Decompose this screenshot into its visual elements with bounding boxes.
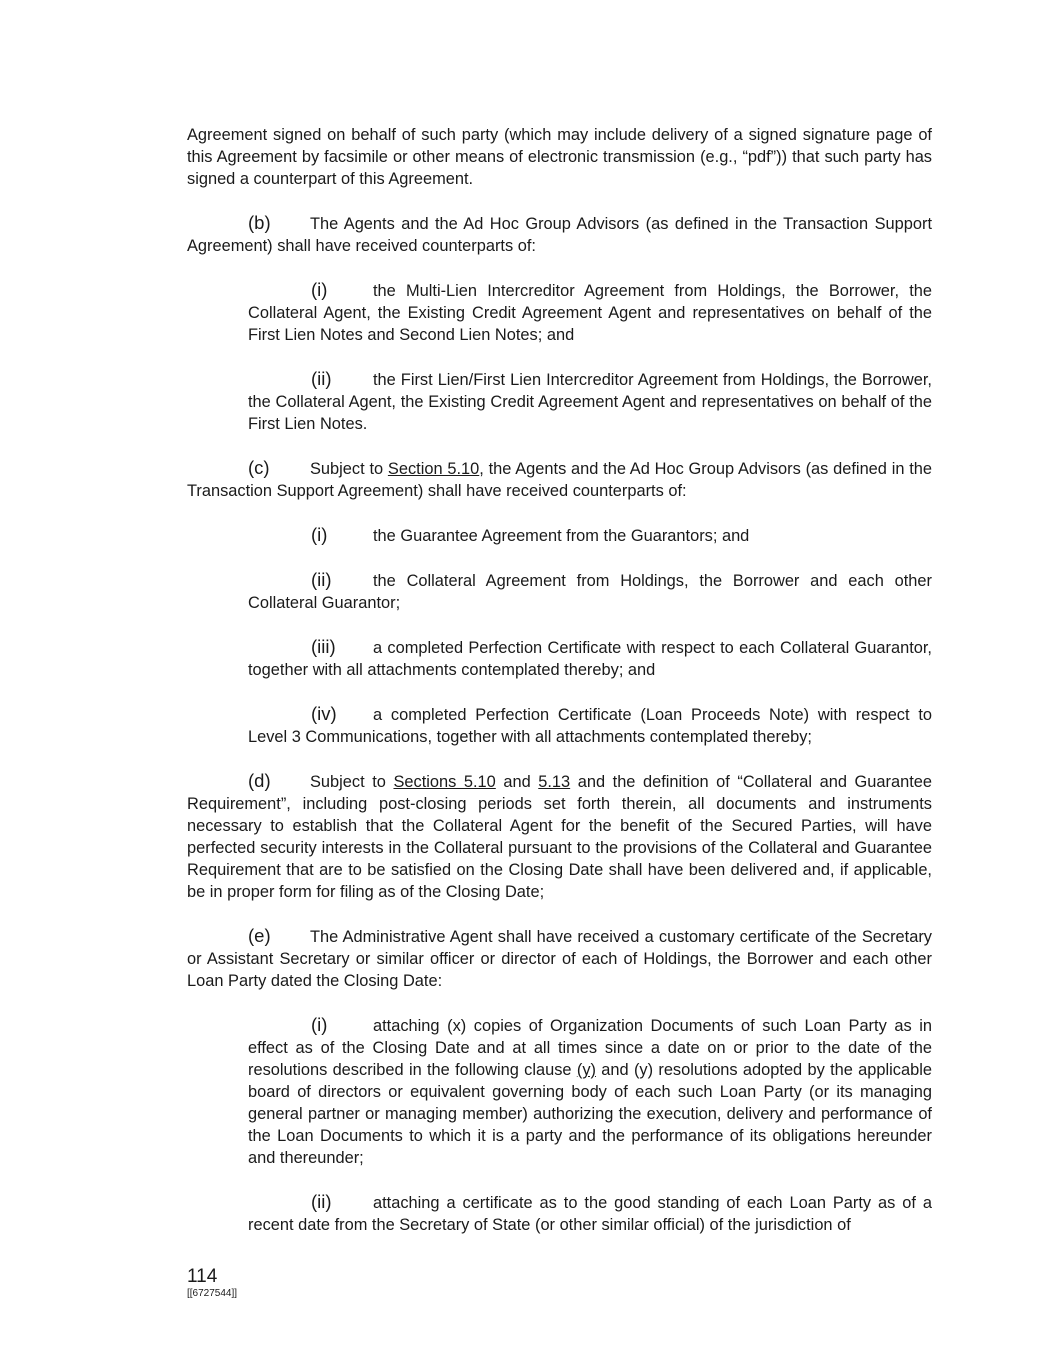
paragraph-c-ii [248,569,932,614]
paragraph-e-ii [248,1191,932,1236]
paragraph-e-i [248,1014,932,1169]
page-footer [187,1266,237,1300]
clause-text-b-i: the Multi-Lien Intercreditor Agreement from Holdings, the Borrower, the Collateral Agent, the Existing Credit Agreement Agent and representatives on behalf of the First Lien Notes and Second Lien Notes; and [248,282,932,344]
clause-label-c-i: (i) [311,524,328,545]
clause-label-b-i: (i) [311,279,328,300]
clause-text-b-ii: the First Lien/First Lien Intercreditor Agreement from Holdings, the Borrower, the Collateral Agent, the Existing Credit Agreement Agent and representatives on behalf of the First Lien Notes. [248,371,932,433]
document-id: [[6727544]] [187,1288,238,1299]
paragraph-intro: Agreement signed on behalf of such party (which may include delivery of a signed signature page of this Agreement by facsimile or other means of electronic transmission (e.g., “pdf”)) that such party has signed a counterpart of this Agreement. [187,126,932,188]
clause-label-c-iii: (iii) [311,636,336,657]
document-body [187,124,932,1258]
clause-label-b-ii: (ii) [311,368,332,389]
section-reference-link: Section 5.10 [387,460,480,478]
paragraph-c-iv [248,703,932,748]
paragraph-b-i [248,279,932,346]
clause-label-b: (b) [248,212,271,233]
clause-text-e-i-after: and (y) resolutions adopted by the applicable board of directors or equivalent governing body of each such Loan Party (or its managing general partner or managing member) authorizing the execution, delivery and performance of the Loan Documents to which it is a party and the performance of its obligations hereunder and thereunder; [248,1061,932,1167]
page-number: 114 [187,1266,218,1287]
paragraph-c-i [248,524,932,547]
clause-text-d-mid: and [495,773,539,791]
clause-text-c-after: , the Agents and the Ad Hoc Group Advisors (as defined in the Transaction Support Agreement) shall have received counterparts of: [187,460,933,500]
clause-label-e: (e) [248,925,271,946]
paragraph-c [187,457,932,502]
clause-label-c-ii: (ii) [311,569,332,590]
clause-text-c-iii: a completed Perfection Certificate with respect to each Collateral Guarantor, together with all attachments contemplated thereby; and [248,639,932,679]
clause-label-c: (c) [248,457,270,478]
clause-label-e-i: (i) [311,1014,328,1035]
sections-reference-link: Sections 5.10 [393,773,496,791]
clause-text-e-ii: attaching a certificate as to the good standing of each Loan Party as of a recent date from the Secretary of State (or other similar official) of the jurisdiction of [248,1194,932,1234]
section-reference-link-2: 5.13 [538,773,571,791]
paragraph-b-ii [248,368,932,435]
paragraph-e [187,925,932,992]
clause-text-c-i: the Guarantee Agreement from the Guarantors; and [373,527,750,545]
clause-text-c-ii: the Collateral Agreement from Holdings, the Borrower and each other Collateral Guarantor; [248,572,932,612]
paragraph-d [187,770,932,903]
clause-text-d-after: and the definition of “Collateral and Guarantee Requirement”, including post-closing periods set forth therein, all documents and instruments necessary to establish that the Collateral Agent for the benefit of the Secured Parties, will have perfected security interests in the Collateral pursuant to the provisions of the Collateral and Guarantee Requirement that are to be satisfied on the Closing Date shall have been delivered and, if applicable, be in proper form for filing as of the Closing Date; [187,773,932,901]
paragraph-b [187,212,932,257]
clause-text-e: The Administrative Agent shall have received a customary certificate of the Secretary or Assistant Secretary or similar officer or director of each of Holdings, the Borrower and each other Loan Party dated the Closing Date: [187,928,932,990]
clause-text-e-i-before: attaching (x) copies of Organization Documents of such Loan Party as in effect as of the Closing Date and at all times since a date on or prior to the date of the resolutions described in the following clause [248,1017,932,1079]
clause-text-d-before: Subject to [310,773,394,791]
clause-label-c-iv: (iv) [311,703,337,724]
clause-label-d: (d) [248,770,271,791]
clause-text-c-iv: a completed Perfection Certificate (Loan Proceeds Note) with respect to Level 3 Communications, together with all attachments contemplated thereby; [248,706,932,746]
paragraph-c-iii [248,636,932,681]
clause-text-c-before: Subject to [310,460,388,478]
clause-label-e-ii: (ii) [311,1191,332,1212]
clause-text-b: The Agents and the Ad Hoc Group Advisors (as defined in the Transaction Support Agreement) shall have received counterparts of: [187,215,932,255]
clause-reference-y: (y) [576,1061,596,1079]
